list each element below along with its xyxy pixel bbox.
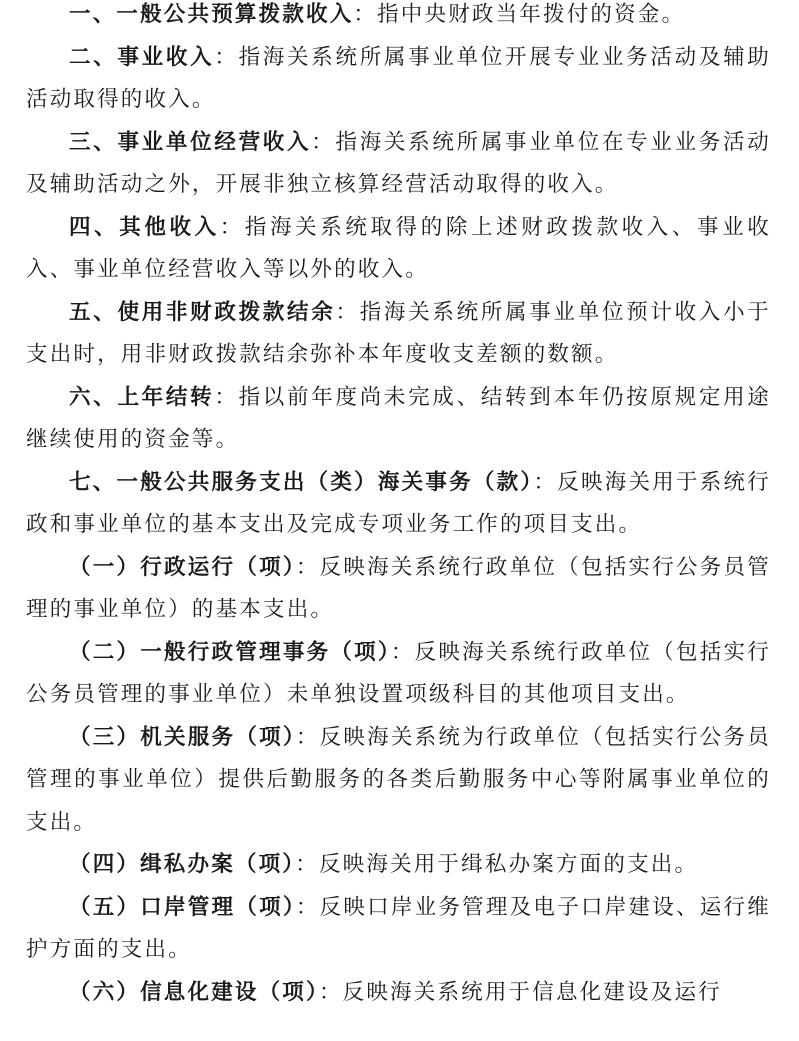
paragraph-body: ：反映口岸业务管理及电子口岸建设、运行维护方面的支出。 [26, 894, 771, 962]
paragraph-body: ：指海关系统所属事业单位在专业业务活动及辅助活动之外，开展非独立核算经营活动取得的收入。 [26, 129, 771, 197]
paragraph-general-budget-income [26, 0, 771, 37]
paragraph-term: （一）行政运行（项） [69, 554, 296, 580]
paragraph-it-construction [26, 972, 771, 1015]
paragraph-term: 七、一般公共服务支出（类）海关事务（款） [69, 469, 534, 495]
paragraph-term: 六、上年结转 [69, 384, 215, 410]
paragraph-other-income [26, 207, 771, 292]
paragraph-carryover [26, 377, 771, 462]
paragraph-term: （五）口岸管理（项） [69, 894, 296, 920]
paragraph-port-management [26, 887, 771, 972]
paragraph-body: ：指以前年度尚未完成、结转到本年仍按原规定用途继续使用的资金等。 [26, 384, 772, 452]
paragraph-term: （六）信息化建设（项） [69, 979, 319, 1005]
paragraph-admin-operation [26, 547, 771, 632]
paragraph-body: ：反映海关系统行政单位（包括实行公务员管理的事业单位）的基本支出。 [26, 554, 771, 622]
paragraph-body: ：指中央财政当年拨付的资金。 [353, 2, 686, 27]
paragraph-body: ：反映海关用于系统行政和事业单位的基本支出及完成专项业务工作的项目支出。 [26, 469, 771, 537]
paragraph-body: ：反映海关系统行政单位（包括实行公务员管理的事业单位）未单独设置项级科目的其他项目支出。 [26, 639, 771, 707]
paragraph-general-admin-affairs [26, 632, 771, 717]
paragraph-body: ：反映海关系统为行政单位（包括实行公务员管理的事业单位）提供后勤服务的各类后勤服务中心等附属事业单位的支出。 [26, 724, 771, 835]
paragraph-business-income [26, 37, 771, 122]
paragraph-body: ：反映海关用于缉私办案方面的支出。 [295, 852, 699, 877]
paragraph-non-fiscal-surplus [26, 292, 771, 377]
paragraph-body: ：反映海关系统用于信息化建设及运行 [318, 979, 722, 1005]
paragraph-term: 五、使用非财政拨款结余 [69, 299, 336, 325]
paragraph-agency-services [26, 717, 771, 845]
paragraph-anti-smuggling [26, 844, 771, 887]
paragraph-term: 二、事业收入 [69, 44, 215, 70]
paragraph-operating-income [26, 122, 771, 207]
paragraph-term: 三、事业单位经营收入 [69, 129, 312, 155]
paragraph-term: （四）缉私办案（项） [69, 852, 296, 877]
paragraph-term: 四、其他收入 [69, 214, 220, 240]
document-page [26, 0, 771, 1014]
paragraph-term: 一、一般公共预算拨款收入 [69, 2, 354, 27]
paragraph-public-service-customs [26, 462, 771, 547]
paragraph-term: （二）一般行政管理事务（项） [69, 639, 391, 665]
paragraph-body: ：指海关系统所属事业单位预计收入小于支出时，用非财政拨款结余弥补本年度收支差额的数额。 [26, 299, 772, 367]
paragraph-body: ：指海关系统所属事业单位开展专业业务活动及辅助活动取得的收入。 [26, 44, 772, 112]
paragraph-body: ：指海关系统取得的除上述财政拨款收入、事业收入、事业单位经营收入等以外的收入。 [26, 214, 771, 282]
paragraph-term: （三）机关服务（项） [69, 724, 296, 750]
